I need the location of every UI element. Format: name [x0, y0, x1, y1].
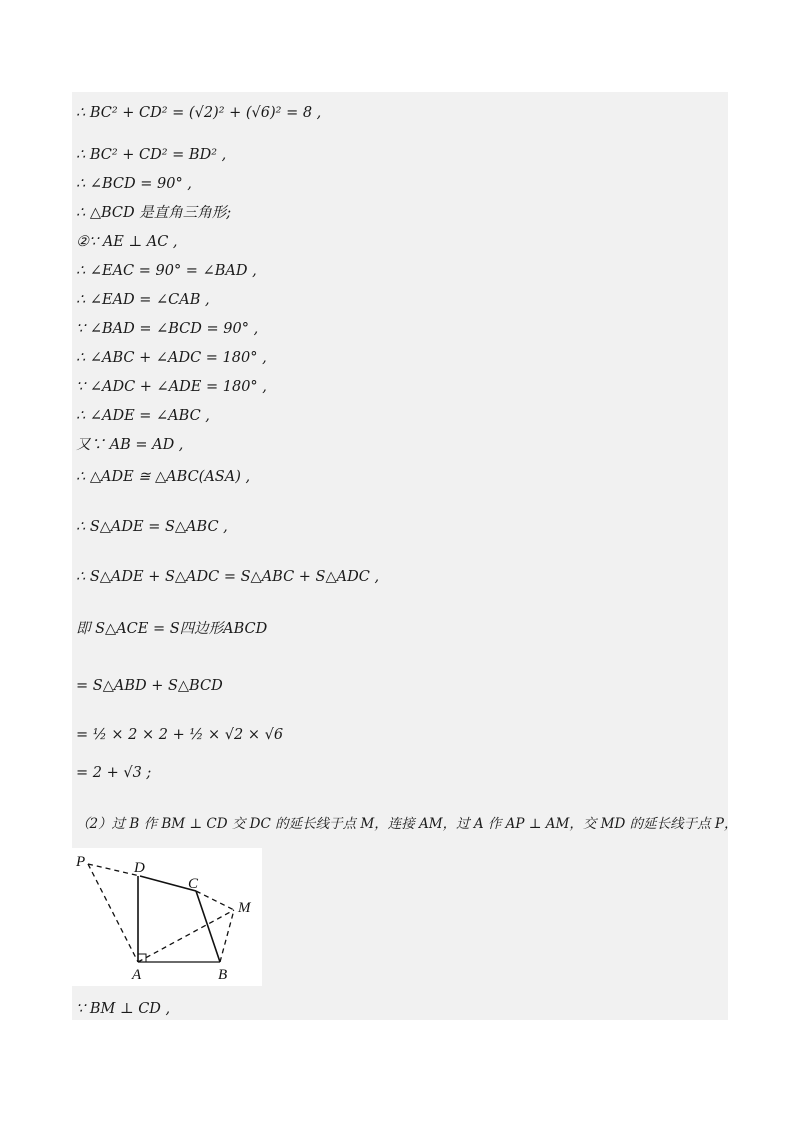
solution-line-5: ②∵ AE ⊥ AC ,: [76, 234, 178, 250]
segment-PA: [88, 864, 138, 962]
label-P: P: [76, 854, 86, 870]
solution-block: [72, 92, 738, 1020]
solution-line-21: ∵ BM ⊥ CD ,: [76, 1001, 171, 1017]
segment-CB: [196, 891, 220, 962]
solution-line-19: = 2 + √3 ;: [76, 765, 152, 781]
solution-line-11: ∴ ∠ADE = ∠ABC ,: [76, 408, 210, 424]
solution-line-17: = S△ABD + S△BCD: [76, 678, 223, 694]
label-M: M: [238, 900, 251, 916]
solution-line-4: ∴ △BCD 是直角三角形;: [76, 205, 232, 221]
label-D: D: [134, 860, 145, 876]
figure-svg: [72, 848, 262, 986]
solution-line-9: ∴ ∠ABC + ∠ADC = 180° ,: [76, 350, 267, 366]
solution-line-2: ∴ BC² + CD² = BD² ,: [76, 147, 227, 163]
solution-line-16: 即 S△ACE = S四边形ABCD: [76, 621, 268, 637]
geometry-figure: [72, 848, 262, 986]
solution-line-3: ∴ ∠BCD = 90° ,: [76, 176, 192, 192]
label-C: C: [188, 876, 199, 892]
solution-line-15: ∴ S△ADE + S△ADC = S△ABC + S△ADC ,: [76, 569, 380, 585]
solution-line-18: = ½ × 2 × 2 + ½ × √2 × √6: [76, 727, 284, 743]
label-A: A: [132, 967, 142, 983]
solution-line-10: ∵ ∠ADC + ∠ADE = 180° ,: [76, 379, 267, 395]
solution-line-1: ∴ BC² + CD² = (√2)² + (√6)² = 8 ,: [76, 105, 322, 121]
solution-line-20: （2）过 B 作 BM ⊥ CD 交 DC 的延长线于点 M，连接 AM，过 A 作 AP ⊥ AM，交 MD 的延长线于点 P，: [76, 816, 738, 832]
solution-line-13: ∴ △ADE ≅ △ABC(ASA) ,: [76, 469, 251, 485]
solution-line-14: ∴ S△ADE = S△ABC ,: [76, 519, 228, 535]
segment-PD: [88, 864, 140, 876]
solution-line-12: 又∵ AB = AD ,: [76, 437, 184, 453]
segment-BM: [220, 910, 234, 962]
solution-line-8: ∵ ∠BAD = ∠BCD = 90° ,: [76, 321, 259, 337]
label-B: B: [218, 967, 228, 983]
segment-AM: [138, 910, 234, 962]
solution-line-6: ∴ ∠EAC = 90° = ∠BAD ,: [76, 263, 257, 279]
solution-line-7: ∴ ∠EAD = ∠CAB ,: [76, 292, 210, 308]
